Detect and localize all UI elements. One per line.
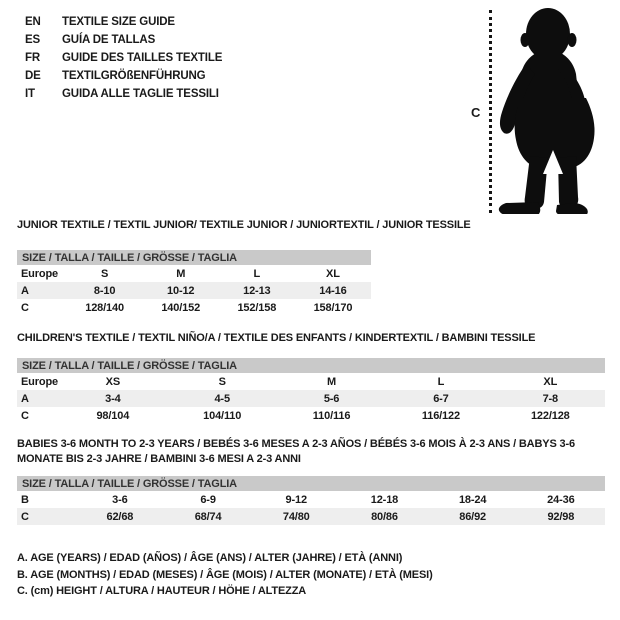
table-row <box>17 491 605 508</box>
size-cell: 8-10 <box>67 282 143 299</box>
table-row <box>17 373 605 390</box>
section-title-junior: JUNIOR TEXTILE / TEXTIL JUNIOR/ TEXTILE JUNIOR / JUNIORTEXTIL / JUNIOR TESSILE <box>17 219 471 231</box>
size-cell: 7-8 <box>496 390 605 407</box>
size-cell: 62/68 <box>76 508 164 525</box>
size-cell: XL <box>326 267 340 280</box>
size-cell: 128/140 <box>85 301 124 314</box>
language-row <box>25 13 222 31</box>
size-table-junior <box>17 250 371 316</box>
size-cell: 24-36 <box>547 493 575 506</box>
size-cell: 6-7 <box>386 390 495 407</box>
size-cell: 92/98 <box>517 508 605 525</box>
legend-line-b: B. AGE (MONTHS) / EDAD (MESES) / ÂGE (MOIS) / ALTER (MONATE) / ETÀ (MESI) <box>17 568 433 581</box>
size-table-babies <box>17 476 605 525</box>
size-cell: XS <box>105 375 121 388</box>
legend <box>17 550 433 600</box>
size-cell: 152/158 <box>237 301 277 314</box>
size-cell: 104/110 <box>203 409 242 422</box>
size-cell: 86/92 <box>429 508 517 525</box>
table-row <box>17 508 605 525</box>
size-cell: M <box>327 375 337 388</box>
size-cell: 3-4 <box>58 390 167 407</box>
table-row <box>17 299 371 316</box>
size-cell: 122/128 <box>530 409 570 422</box>
language-label: TEXTILGRÖßENFÜHRUNG <box>62 70 206 82</box>
size-cell: 158/170 <box>313 301 353 314</box>
baby-silhouette-icon <box>496 6 608 214</box>
language-row <box>25 67 222 85</box>
height-measure-line <box>489 10 492 213</box>
language-code: IT <box>25 88 35 100</box>
size-cell: 5-6 <box>277 390 386 407</box>
size-cell: 116/122 <box>421 409 460 422</box>
row-label: B <box>21 493 29 506</box>
size-cell: 3-6 <box>112 493 128 506</box>
language-code: ES <box>25 34 41 46</box>
size-cell: 6-9 <box>200 493 216 506</box>
table-row <box>17 282 371 299</box>
language-label: GUÍA DE TALLAS <box>62 34 156 46</box>
section-title-babies: BABIES 3-6 MONTH TO 2-3 YEARS / BEBÉS 3-6 MESES A 2-3 AÑOS / BÉBÉS 3-6 MOIS À 2-3 ANS / BABYS 3-6 MONATE BIS 2-3 JAHRE / BAMBINI 3-6 MESI A 2-3 ANNI <box>17 438 575 465</box>
size-cell: 9-12 <box>285 493 307 506</box>
language-label: GUIDE DES TAILLES TEXTILE <box>62 52 223 64</box>
table-header-bar: SIZE / TALLA / TAILLE / GRÖSSE / TAGLIA <box>17 476 605 491</box>
row-label: A <box>17 390 58 407</box>
table-row <box>17 390 605 407</box>
height-measure-label: C <box>471 105 481 120</box>
language-code: DE <box>25 70 41 82</box>
size-table-children <box>17 358 605 424</box>
row-label: C <box>17 508 76 525</box>
row-label: A <box>17 282 67 299</box>
size-cell: 10-12 <box>143 282 219 299</box>
legend-line-a: A. AGE (YEARS) / EDAD (AÑOS) / ÂGE (ANS) / ALTER (JAHRE) / ETÀ (ANNI) <box>17 552 403 564</box>
row-label: Europe <box>21 375 58 388</box>
language-list <box>25 13 222 103</box>
size-cell: 140/152 <box>161 301 201 314</box>
row-label: C <box>21 301 29 314</box>
legend-line-c: C. (cm) HEIGHT / ALTURA / HAUTEUR / HÖHE / ALTEZZA <box>17 585 307 597</box>
size-cell: S <box>101 267 109 280</box>
size-cell: S <box>218 375 226 388</box>
language-label: GUIDA ALLE TAGLIE TESSILI <box>62 88 219 100</box>
language-code: FR <box>25 52 41 64</box>
language-label: TEXTILE SIZE GUIDE <box>62 16 175 28</box>
size-cell: 98/104 <box>96 409 130 422</box>
size-cell: 18-24 <box>458 493 487 506</box>
size-cell: L <box>437 375 445 388</box>
language-code: EN <box>25 16 41 28</box>
size-cell: XL <box>543 375 558 388</box>
language-row <box>25 31 222 49</box>
size-cell: 14-16 <box>295 282 371 299</box>
section-title-children: CHILDREN'S TEXTILE / TEXTIL NIÑO/A / TEXTILE DES ENFANTS / KINDERTEXTIL / BAMBINI TESSILE <box>17 332 536 344</box>
table-header-bar: SIZE / TALLA / TAILLE / GRÖSSE / TAGLIA <box>17 250 371 265</box>
size-cell: 12-18 <box>370 493 399 506</box>
table-row <box>17 265 371 282</box>
language-row <box>25 85 222 103</box>
size-cell: 12-13 <box>219 282 295 299</box>
size-cell: L <box>253 267 261 280</box>
size-cell: 4-5 <box>168 390 277 407</box>
size-cell: 110/116 <box>312 409 351 422</box>
row-label: Europe <box>21 267 58 280</box>
size-cell: 80/86 <box>340 508 428 525</box>
size-cell: M <box>176 267 186 280</box>
size-cell: 74/80 <box>252 508 340 525</box>
size-cell: 68/74 <box>164 508 252 525</box>
table-header-bar: SIZE / TALLA / TAILLE / GRÖSSE / TAGLIA <box>17 358 605 373</box>
language-row <box>25 49 222 67</box>
row-label: C <box>21 409 29 422</box>
table-row <box>17 407 605 424</box>
